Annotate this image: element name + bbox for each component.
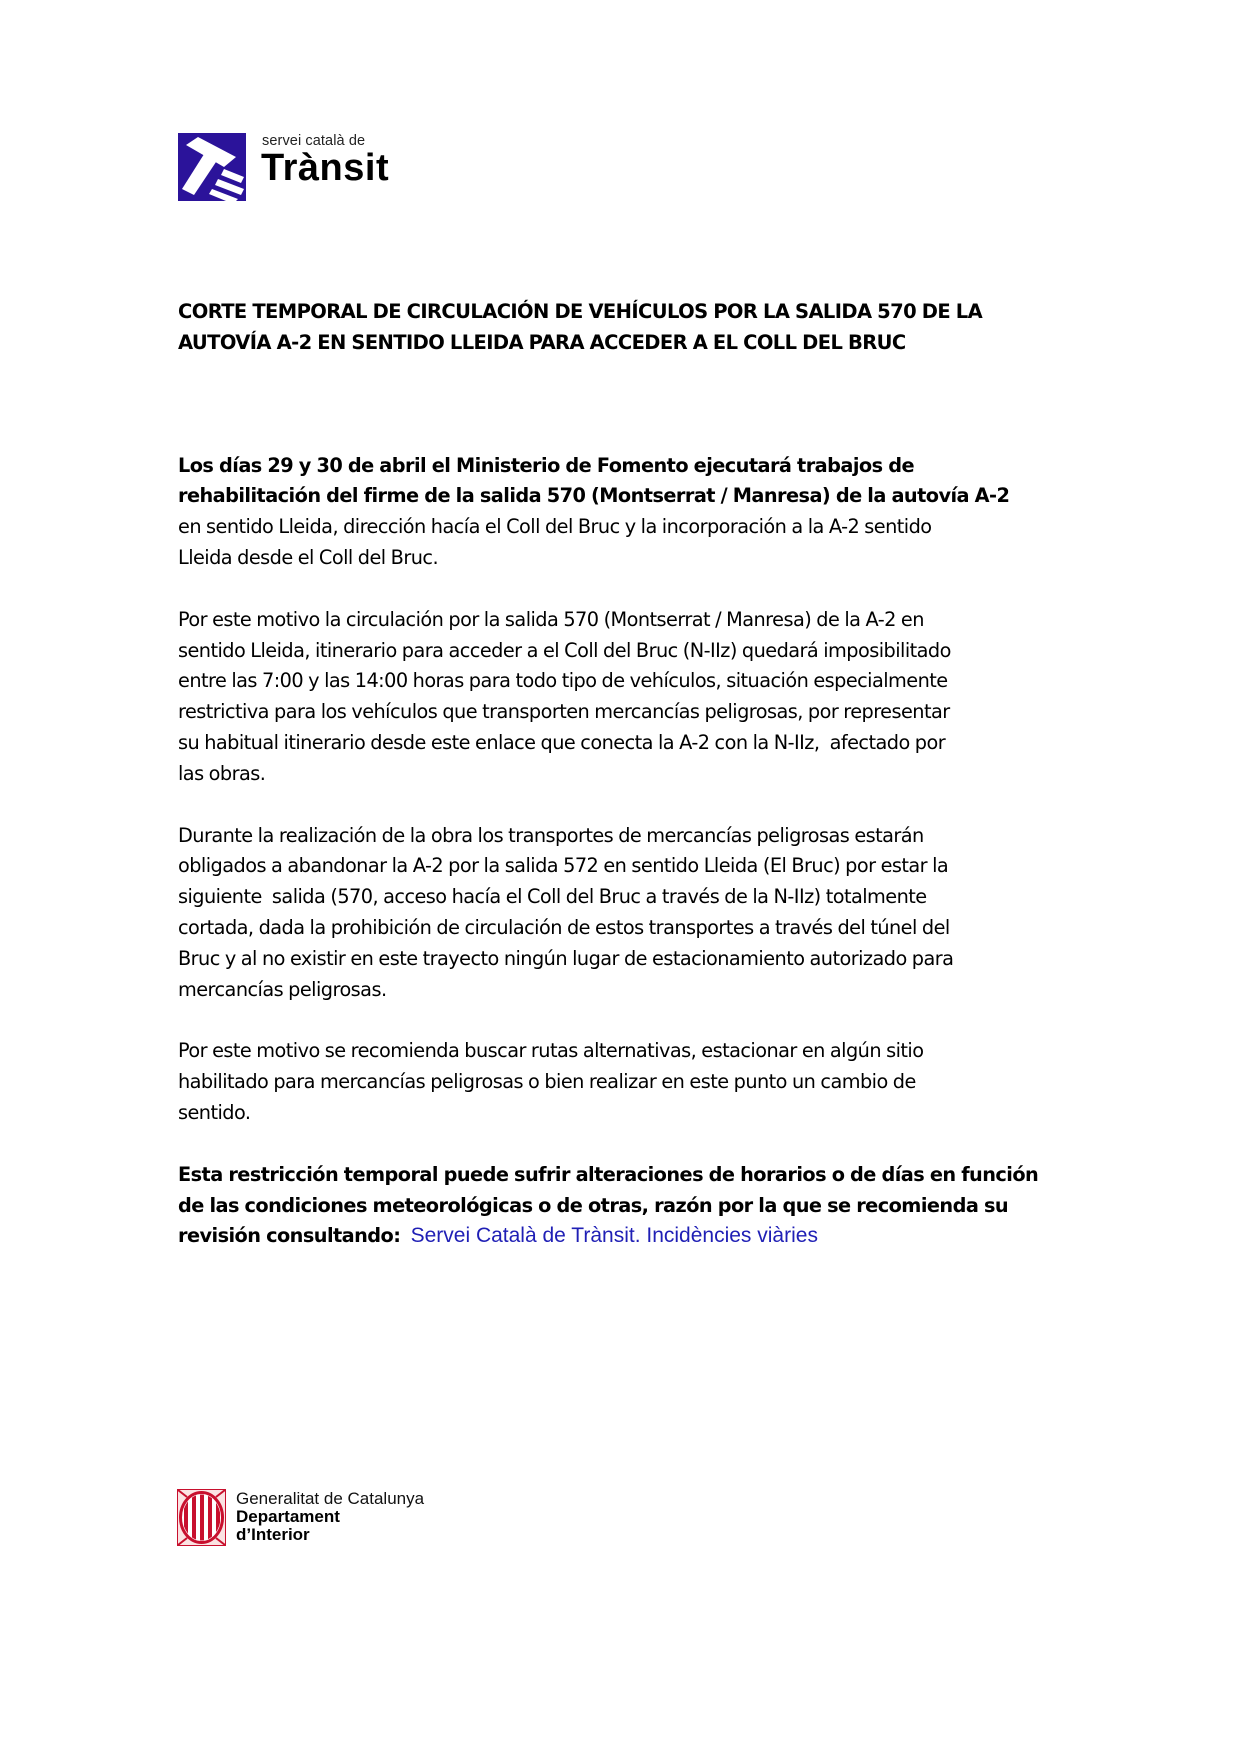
text-line: siguiente salida (570, acceso hacía el Coll del Bruc a través de la N-IIz) totalmente (178, 885, 927, 909)
transit-logo-icon (178, 133, 246, 201)
text-line: Por este motivo la circulación por la salida 570 (Montserrat / Manresa) de la A-2 en (178, 607, 924, 631)
text-line: su habitual itinerario desde este enlace que conecta la A-2 con la N-IIz, afectado por (178, 730, 946, 754)
text-line: las obras. (178, 761, 266, 785)
title-line: AUTOVÍA A-2 EN SENTIDO LLEIDA PARA ACCEDER A EL COLL DEL BRUC (178, 330, 906, 354)
text-line: sentido. (178, 1100, 251, 1124)
department-name: d’Interior (236, 1525, 310, 1544)
paragraph-recommendation (178, 1036, 1058, 1128)
text-line: Por este motivo se recomienda buscar rutas alternativas, estacionar en algún sitio (178, 1039, 924, 1063)
transit-logo (178, 133, 438, 203)
text-line: Esta restricción temporal puede sufrir alteraciones de horarios o de días en función (178, 1162, 1039, 1186)
text-line: Lleida desde el Coll del Bruc. (178, 545, 439, 569)
incidencies-link[interactable]: Servei Català de Trànsit. Incidències viàries (410, 1224, 818, 1248)
title-line: CORTE TEMPORAL DE CIRCULACIÓN DE VEHÍCULOS POR LA SALIDA 570 DE LA (178, 300, 983, 323)
department-label: Departament (236, 1507, 340, 1526)
text-line: Durante la realización de la obra los transportes de mercancías peligrosas estarán (178, 823, 924, 847)
paragraph-closure (178, 605, 1058, 790)
generalitat-name: Generalitat de Catalunya (236, 1489, 425, 1508)
logo-subtitle: servei català de (262, 133, 366, 149)
paragraph-intro (178, 451, 1058, 574)
document-body (178, 297, 1058, 1252)
text-line: obligados a abandonar la A-2 por la salida 572 en sentido Lleida (El Bruc) por estar la (178, 854, 949, 878)
paragraph-notice (178, 1160, 1058, 1252)
text-line: en sentido Lleida, dirección hacía el Coll del Bruc y la incorporación a la A-2 sentido (178, 515, 932, 539)
text-line: cortada, dada la prohibición de circulación de estos transportes a través del túnel del (178, 915, 950, 939)
text-line: mercancías peligrosas. (178, 977, 387, 1001)
text-line: entre las 7:00 y las 14:00 horas para todo tipo de vehículos, situación especialmente (178, 669, 948, 693)
text-line: rehabilitación del firme de la salida 570 (Montserrat / Manresa) de la autovía A-2 (178, 484, 1010, 508)
text-line: Los días 29 y 30 de abril el Ministerio de Fomento ejecutará trabajos de (178, 453, 914, 477)
paragraph-dangerous-goods (178, 821, 1058, 1006)
logo-title: Trànsit (261, 147, 390, 189)
text-line: Bruc y al no existir en este trayecto ningún lugar de estacionamiento autorizado para (178, 946, 954, 970)
text-line: sentido Lleida, itinerario para acceder a el Coll del Bruc (N-IIz) quedará imposibilitado (178, 638, 951, 662)
generalitat-emblem-icon (177, 1489, 226, 1546)
text-line: de las condiciones meteorológicas o de otras, razón por la que se recomienda su (178, 1193, 1009, 1217)
text-line: habilitado para mercancías peligrosas o bien realizar en este punto un cambio de (178, 1070, 916, 1094)
generalitat-logo (177, 1489, 477, 1549)
text-line: restrictiva para los vehículos que transporten mercancías peligrosas, por representar (178, 700, 950, 724)
document-title (178, 297, 1058, 359)
text-line: revisión consultando: (178, 1224, 401, 1248)
